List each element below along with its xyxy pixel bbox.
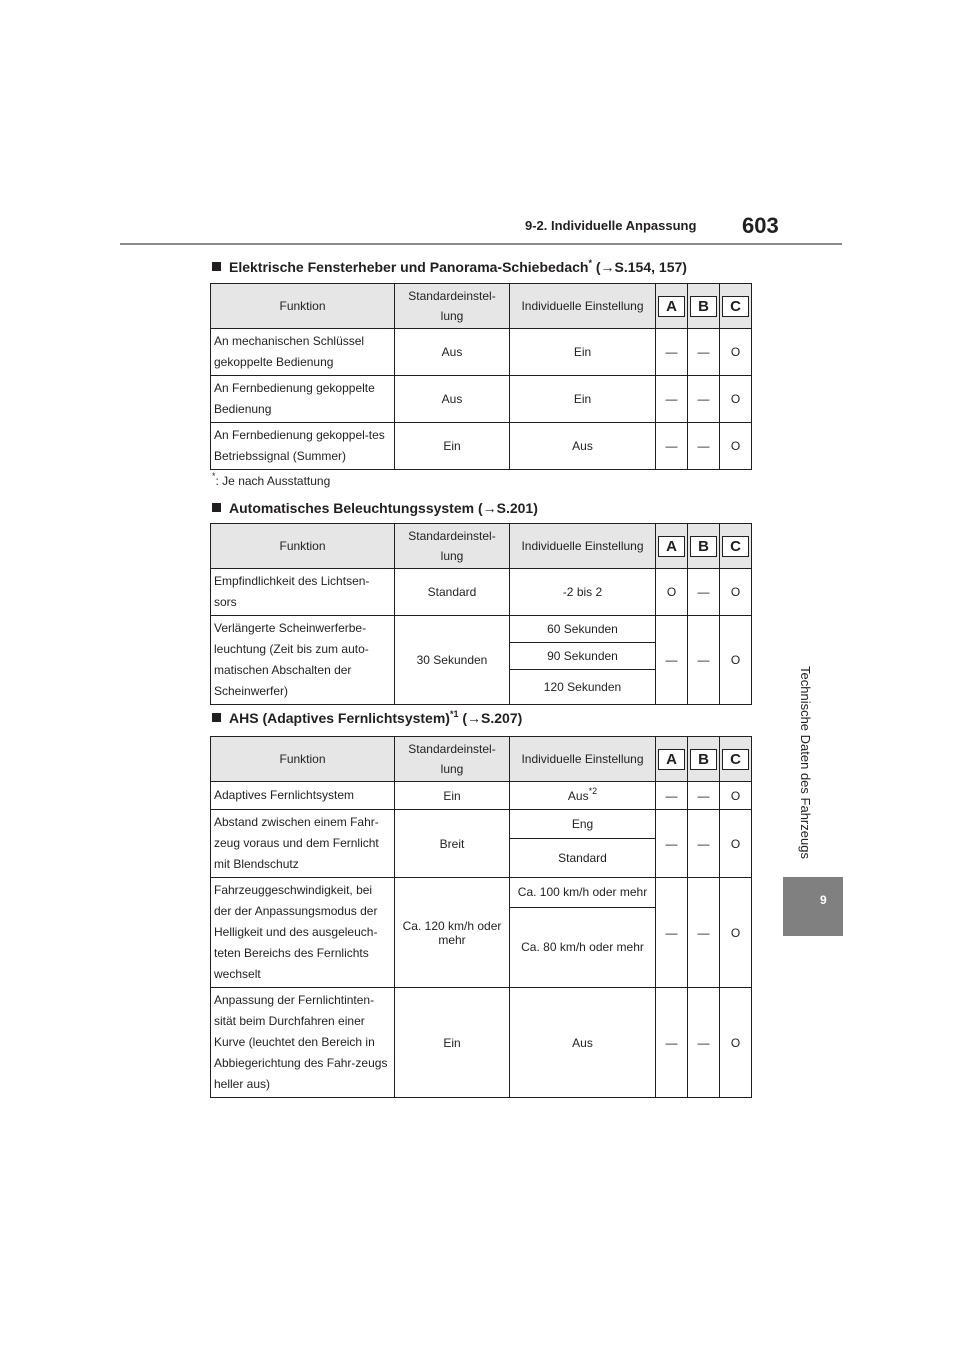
- table-header-row: [211, 524, 752, 569]
- cell-standard: Ein: [395, 423, 510, 470]
- cell-funktion: Abstand zwischen einem Fahr-zeug voraus und dem Fernlicht mit Blendschutz: [211, 810, 395, 878]
- footnote-text: : Je nach Ausstattung: [215, 474, 331, 488]
- settings-table-windows: [210, 283, 752, 470]
- section-title-windows: [212, 259, 687, 275]
- cell-a: O: [656, 569, 688, 616]
- chapter-tab: [783, 877, 843, 936]
- cell-standard: Ein: [395, 988, 510, 1098]
- label-b-icon: B: [690, 296, 717, 317]
- bullet-square-icon: [212, 262, 221, 271]
- chapter-title: Technische Daten des Fahrzeugs: [798, 666, 813, 859]
- cell-b: —: [688, 988, 720, 1098]
- cell-c: O: [720, 329, 752, 376]
- cell-a: —: [656, 782, 688, 810]
- cell-standard: Ca. 120 km/h oder mehr: [395, 878, 510, 988]
- header-b: [688, 284, 720, 329]
- cell-option: Ca. 80 km/h oder mehr: [510, 907, 656, 987]
- cell-a: —: [656, 988, 688, 1098]
- chapter-number: 9: [820, 893, 827, 907]
- section-header: 9-2. Individuelle Anpassung: [525, 218, 697, 233]
- table-row: [211, 329, 752, 376]
- cell-a: —: [656, 423, 688, 470]
- cell-c: O: [720, 616, 752, 705]
- cell-standard: Ein: [395, 782, 510, 810]
- footnote-marker: *1: [449, 709, 459, 719]
- cell-funktion: Anpassung der Fernlichtinten-sität beim Durchfahren einer Kurve (leuchtet den Bereich in Abbiegerichtung des Fahr-zeugs heller aus): [211, 988, 395, 1098]
- cell-c: O: [720, 423, 752, 470]
- table-row: [211, 988, 752, 1098]
- table-row: [211, 878, 752, 908]
- section-title-text: Elektrische Fensterheber und Panorama-Schiebedach: [229, 259, 589, 275]
- cell-a: —: [656, 616, 688, 705]
- cell-c: O: [720, 569, 752, 616]
- header-individuell: Individuelle Einstellung: [510, 524, 656, 569]
- cell-standard: Aus: [395, 329, 510, 376]
- cell-funktion: Fahrzeuggeschwindigkeit, bei der der Anpassungsmodus der Helligkeit und des ausgeleuch-teten Bereichs des Fernlichts wechselt: [211, 878, 395, 988]
- settings-table-ahs: [210, 736, 752, 1098]
- section-title-ahs: [212, 710, 522, 726]
- bullet-square-icon: [212, 713, 221, 722]
- table-row: [211, 423, 752, 470]
- table-header-row: [211, 737, 752, 782]
- table-row: [211, 616, 752, 643]
- cell-b: —: [688, 810, 720, 878]
- section-title-lighting: [212, 500, 538, 516]
- cell-b: —: [688, 376, 720, 423]
- cell-c: O: [720, 782, 752, 810]
- header-c: [720, 524, 752, 569]
- footnote-marker: *2: [588, 785, 598, 796]
- cell-b: —: [688, 616, 720, 705]
- cell-c: O: [720, 988, 752, 1098]
- cell-option: Eng: [510, 810, 656, 839]
- cell-individuell: Aus: [510, 423, 656, 470]
- cell-a: —: [656, 376, 688, 423]
- header-individuell: Individuelle Einstellung: [510, 737, 656, 782]
- cell-individuell: Ein: [510, 329, 656, 376]
- cell-funktion: An Fernbedienung gekoppelte Bedienung: [211, 376, 395, 423]
- cell-individuell: Aus: [510, 988, 656, 1098]
- label-c-icon: C: [722, 536, 749, 557]
- header-b: [688, 737, 720, 782]
- cell-a: —: [656, 810, 688, 878]
- cell-option: 90 Sekunden: [510, 643, 656, 670]
- cell-funktion: An mechanischen Schlüssel gekoppelte Bedienung: [211, 329, 395, 376]
- table-header-row: [211, 284, 752, 329]
- cell-funktion: An Fernbedienung gekoppel-tes Betriebssignal (Summer): [211, 423, 395, 470]
- cell-funktion: Adaptives Fernlichtsystem: [211, 782, 395, 810]
- label-c-icon: C: [722, 296, 749, 317]
- header-divider: [120, 243, 842, 245]
- header-standard: Standardeinstel- lung: [395, 284, 510, 329]
- cell-option: 60 Sekunden: [510, 616, 656, 643]
- cell-option: 120 Sekunden: [510, 670, 656, 705]
- header-c: [720, 284, 752, 329]
- header-b: [688, 524, 720, 569]
- footnote-marker: *: [588, 258, 592, 268]
- table-row: [211, 782, 752, 810]
- cell-c: O: [720, 376, 752, 423]
- label-b-icon: B: [690, 536, 717, 557]
- cell-c: O: [720, 878, 752, 988]
- header-funktion: Funktion: [211, 737, 395, 782]
- cell-funktion: Verlängerte Scheinwerferbe-leuchtung (Zeit bis zum auto-matischen Abschalten der Scheinwerfer): [211, 616, 395, 705]
- label-a-icon: A: [658, 296, 685, 317]
- header-a: [656, 284, 688, 329]
- table-row: [211, 569, 752, 616]
- table-row: [211, 376, 752, 423]
- cell-b: —: [688, 569, 720, 616]
- cell-funktion: Empfindlichkeit des Lichtsen-sors: [211, 569, 395, 616]
- header-individuell: Individuelle Einstellung: [510, 284, 656, 329]
- page-reference: (→S.207): [458, 710, 523, 726]
- page-reference: (→S.201): [474, 500, 538, 516]
- label-b-icon: B: [690, 749, 717, 770]
- cell-standard: Breit: [395, 810, 510, 878]
- label-c-icon: C: [722, 749, 749, 770]
- cell-a: —: [656, 878, 688, 988]
- cell-standard: Standard: [395, 569, 510, 616]
- cell-individuell: Ein: [510, 376, 656, 423]
- cell-individuell: [510, 782, 656, 810]
- footnote-marker: *: [212, 471, 216, 481]
- header-standard: Standardeinstel- lung: [395, 524, 510, 569]
- header-c: [720, 737, 752, 782]
- header-a: [656, 524, 688, 569]
- header-funktion: Funktion: [211, 284, 395, 329]
- cell-b: —: [688, 329, 720, 376]
- cell-a: —: [656, 329, 688, 376]
- footnote: [212, 471, 331, 488]
- cell-c: O: [720, 810, 752, 878]
- section-title-text: AHS (Adaptives Fernlichtsystem): [229, 710, 450, 726]
- cell-b: —: [688, 782, 720, 810]
- cell-individuell: -2 bis 2: [510, 569, 656, 616]
- settings-table-lighting: [210, 523, 752, 705]
- page-number: 603: [742, 213, 779, 238]
- cell-b: —: [688, 423, 720, 470]
- cell-standard: Aus: [395, 376, 510, 423]
- page-reference: (→S.154, 157): [591, 259, 687, 275]
- cell-standard: 30 Sekunden: [395, 616, 510, 705]
- section-title-text: Automatisches Beleuchtungssystem: [229, 500, 475, 516]
- header-standard: Standardeinstel- lung: [395, 737, 510, 782]
- bullet-square-icon: [212, 503, 221, 512]
- cell-individuell-text: Aus: [567, 788, 589, 803]
- cell-option: Ca. 100 km/h oder mehr: [510, 878, 656, 908]
- label-a-icon: A: [658, 536, 685, 557]
- header-a: [656, 737, 688, 782]
- cell-option: Standard: [510, 838, 656, 877]
- cell-b: —: [688, 878, 720, 988]
- table-row: [211, 810, 752, 839]
- label-a-icon: A: [658, 749, 685, 770]
- header-funktion: Funktion: [211, 524, 395, 569]
